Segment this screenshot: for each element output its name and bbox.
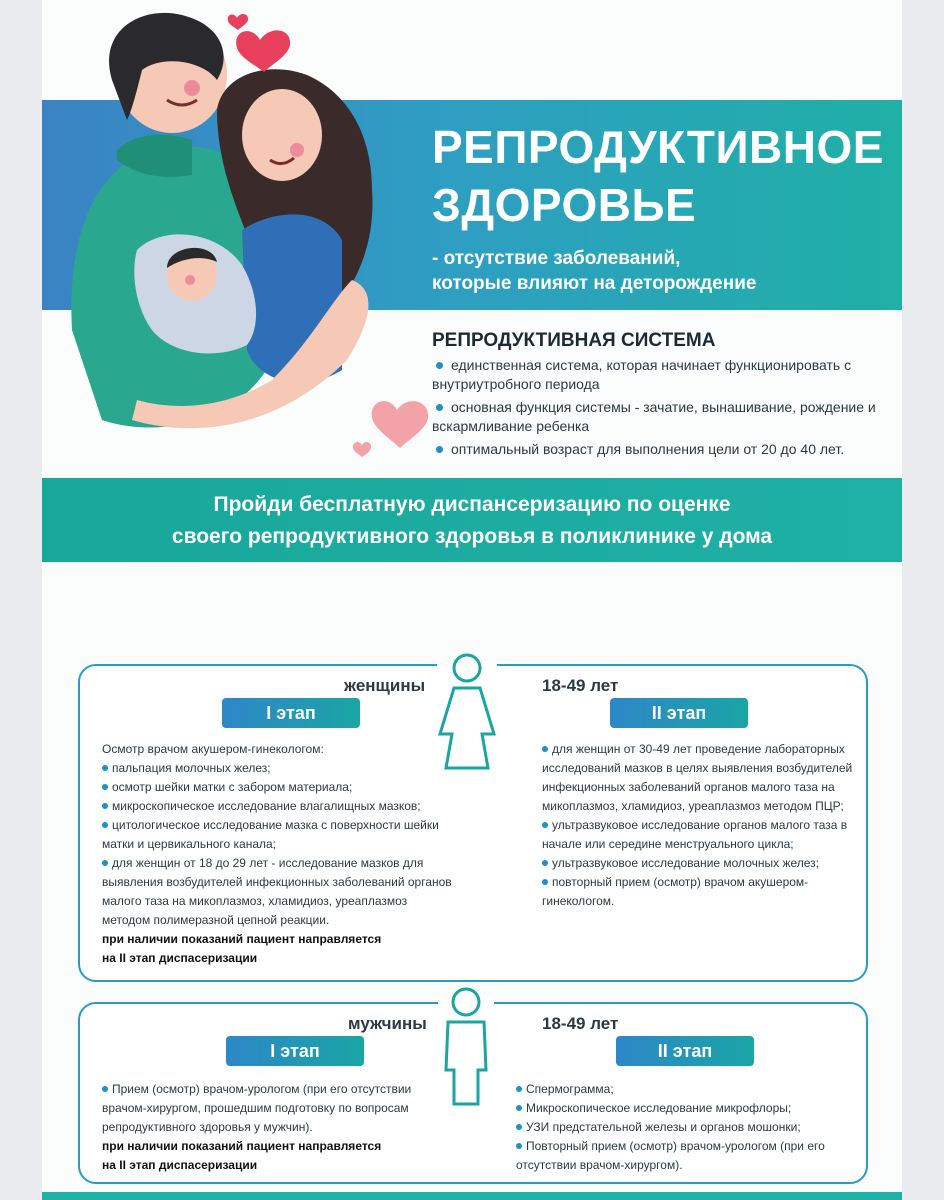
men-stage2-badge: II этап	[616, 1036, 754, 1066]
list-item: оптимальный возраст для выполнения цели от 20 до 40 лет.	[432, 440, 892, 459]
bullet-icon	[436, 362, 443, 369]
list-item: основная функция системы - зачатие, вынашивание, рождение и вскармливание ребенка	[432, 399, 876, 434]
bullet-icon	[436, 446, 443, 453]
family-illustration	[42, 0, 442, 470]
list-item: осмотр шейки матки с забором материала;	[102, 778, 452, 797]
list-item: Повторный прием (осмотр) врачом-урологом (при его отсутствии врачом-хирургом).	[516, 1139, 825, 1172]
page-subtitle: - отсутствие заболеваний, которые влияют на деторождение	[432, 248, 757, 294]
men-stage1-list: Прием (осмотр) врачом-урологом (при его отсутствии врачом-хирургом, прошедшим подготовку по вопросам репродуктивного здоровья у мужчин). при наличии показаний пациент направляется на II этап диспасеризации	[102, 1080, 422, 1175]
list-item: микроскопическое исследование влагалищных мазков;	[102, 797, 452, 816]
men-stage2-list	[516, 1080, 856, 1175]
women-stage1-list: Осмотр врачом акушером-гинекологом: пальпация молочных желез; осмотр шейки матки с забором материала; микроскопическое исследование влагалищных мазков; цитологическое исследование мазка с поверхности шейки матки и цервикального канала; для женщин от 18 до 29 лет - исследование мазков для выявления возбудителей инфекционных заболеваний органов малого таза на микоплазмоз, хламидиоз, уреаплазмоз методом полимеразной цепной реакции. при наличии показаний пациент направляется на II этап диспасеризации	[102, 742, 452, 965]
women-age: 18-49 лет	[536, 676, 624, 696]
men-stage1-badge: I этап	[226, 1036, 364, 1066]
heart-icon	[228, 14, 248, 30]
women-label: женщины	[338, 676, 431, 696]
male-figure-icon	[436, 986, 496, 1106]
women-stage1-badge: I этап	[222, 698, 360, 728]
list-item: Микроскопическое исследование микрофлоры;	[516, 1099, 856, 1118]
list-item: повторный прием (осмотр) врачом акушером-гинекологом.	[542, 875, 809, 908]
men-age: 18-49 лет	[536, 1014, 624, 1034]
list-item: цитологическое исследование мазка с поверхности шейки матки и цервикального канала;	[102, 818, 439, 851]
reproductive-system-list	[432, 356, 892, 463]
list-item: ультразвуковое исследование органов малого таза в начале или середине менструального цикла;	[542, 818, 848, 851]
list-item: Прием (осмотр) врачом-урологом (при его отсутствии врачом-хирургом, прошедшим подготовку по вопросам репродуктивного здоровья у мужчин).	[102, 1082, 412, 1134]
women-stage2-badge: II этап	[610, 698, 748, 728]
list-item: для женщин от 30-49 лет проведение лабораторных исследований мазков в целях выявления возбудителей инфекционных заболеваний органов малого таза на микоплазмоз, хламидиоз, уреаплазмоз методом ПЦР;	[542, 742, 853, 813]
bullet-icon	[436, 404, 443, 411]
list-item: пальпация молочных желез;	[102, 759, 452, 778]
women-stage2-list	[542, 740, 854, 911]
men-section	[78, 1002, 868, 1184]
bottom-bar	[42, 1192, 902, 1200]
women-section	[78, 664, 868, 982]
men-label: мужчины	[342, 1014, 433, 1034]
page-title: РЕПРОДУКТИВНОЕ ЗДОРОВЬЕ	[432, 121, 884, 231]
list-item: Спермограмма;	[516, 1080, 856, 1099]
heart-icon	[353, 442, 371, 457]
list-item: УЗИ предстательной железы и органов мошонки;	[516, 1118, 856, 1137]
cta-banner: Пройди бесплатную диспансеризацию по оценке своего репродуктивного здоровья в поликлинике у дома	[42, 478, 902, 562]
list-item: для женщин от 18 до 29 лет - исследование мазков для выявления возбудителей инфекционных заболеваний органов малого таза на микоплазмоз, хламидиоз, уреаплазмоз методом полимеразной цепной реакции.	[102, 856, 452, 927]
poster	[42, 0, 902, 1200]
list-item: единственная система, которая начинает функционировать с внутриутробного периода	[432, 357, 852, 392]
reproductive-system-title: РЕПРОДУКТИВНАЯ СИСТЕМА	[432, 330, 716, 351]
heart-icon	[236, 30, 290, 72]
list-item: ультразвуковое исследование молочных желез;	[542, 854, 854, 873]
heart-icon	[372, 401, 428, 448]
